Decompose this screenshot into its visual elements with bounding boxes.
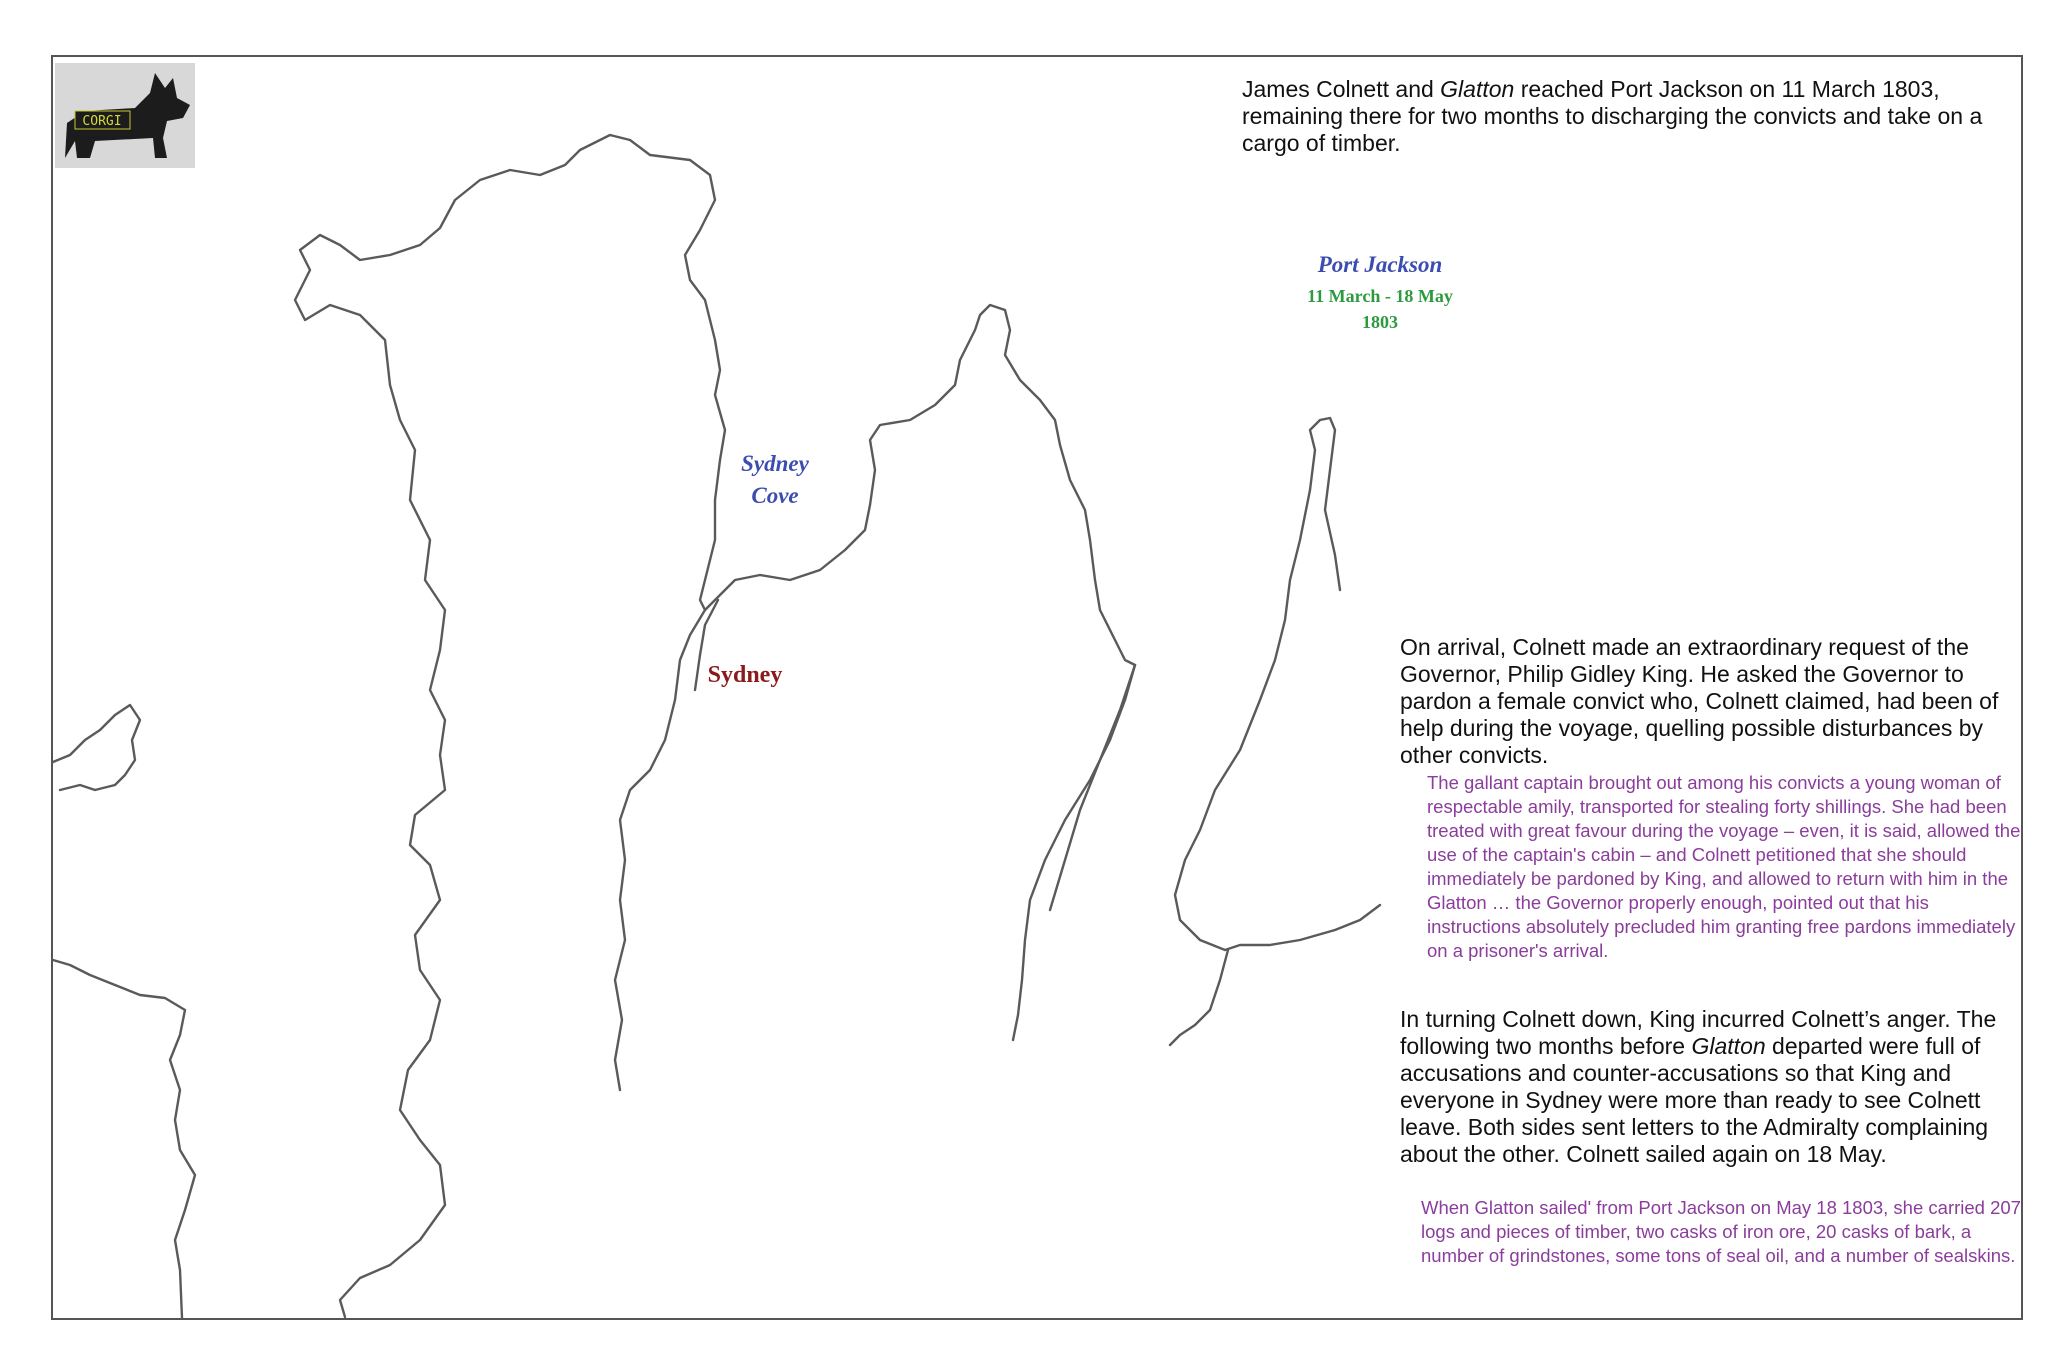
sydney-cove-label (695, 448, 855, 512)
corgi-maze-icon (55, 63, 195, 168)
arrival-paragraph: On arrival, Colnett made an extraordinary request of the Governor, Philip Gidley King. He asked the Governor to pardon a female convict who, Colnett claimed, had been of help during the voyage, quelling possible disturbances by other convicts. (1400, 634, 1999, 768)
cargo-quote: When Glatton sailed' from Port Jackson on May 18 1803, she carried 207 logs and pieces of timber, two casks of iron ore, 20 casks of bark, a number of grindstones, some tons of seal oil, and a number of sealskins. (1421, 1197, 2021, 1266)
sydney-label: Sydney (707, 662, 783, 688)
coastline-east-peninsula (1175, 418, 1380, 950)
intro-paragraph (1242, 76, 2032, 157)
intro-ship-name: Glatton (1440, 76, 1515, 102)
turning-paragraph (1400, 1006, 2025, 1168)
pardon-quote: The gallant captain brought out among his convicts a young woman of respectable amily, transported for stealing forty shillings. She had been treated with great favour during the voyage – even, it is said, allowed the use of the captain's cabin – and Colnett petitioned that she should immediately be pardoned by King, and allowed to return with him in the Glatton … the Governor properly enough, pointed out that his instructions absolutely precluded him granting free pardons immediately on a prisoner's arrival. (1427, 772, 2021, 961)
coastline-west-shore (295, 135, 725, 1317)
port-jackson-year: 1803 (1362, 312, 1398, 332)
turning-ship-name: Glatton (1691, 1033, 1766, 1059)
intro-text-2: reached Port Jackson on 11 March 1803, remaining there for two months to discharging the convicts and take on a cargo of timber. (1242, 76, 1983, 156)
sydney-cove-label-line1: Sydney (741, 451, 809, 476)
coastline-west-island (53, 705, 140, 790)
port-jackson-dates: 11 March - 18 May (1307, 286, 1453, 306)
coastline-middle-headland-inner (1050, 665, 1135, 910)
intro-text-1: James Colnett and (1242, 76, 1441, 102)
turning-text-2: departed were full of accusations and counter-accusations so that King and everyone in Sydney were more than ready to see Colnett leave. Both sides sent letters to the Admiralty complaining about the other. Colnett sailed again on 18 May. (1400, 1033, 1989, 1167)
port-jackson-label: Port Jackson (1317, 252, 1443, 277)
turning-text-1: In turning Colnett down, King incurred Colnett’s anger. The following two months before (1400, 1006, 1997, 1059)
coastline-east-peninsula-tail (1170, 950, 1228, 1045)
coastline-southwest-bay (53, 960, 195, 1318)
sydney-cove-label-line2: Cove (751, 483, 799, 508)
corgi-logo (55, 63, 195, 168)
logo-text: CORGI (82, 114, 122, 129)
